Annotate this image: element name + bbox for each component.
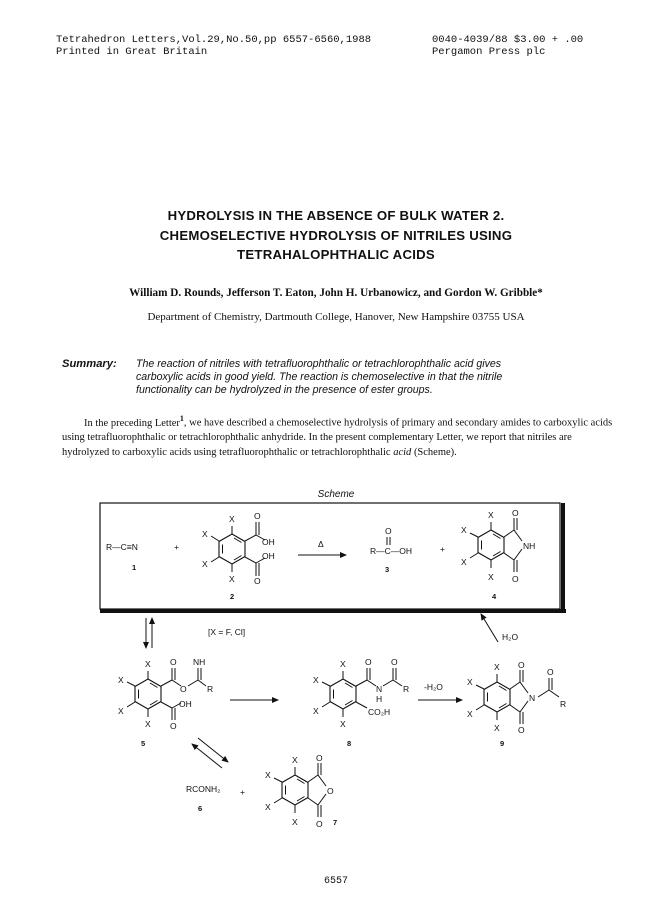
- compound-number-7: 7: [333, 818, 338, 827]
- title-line-1: HYDROLYSIS IN THE ABSENCE OF BULK WATER 2.: [167, 208, 505, 223]
- label-x: X: [313, 675, 319, 685]
- label-x: X: [229, 574, 235, 584]
- label-o: O: [385, 526, 392, 536]
- label-x: X: [292, 755, 298, 765]
- scheme-label: Scheme: [317, 489, 355, 500]
- author-list: William D. Rounds, Jefferson T. Eaton, John H. Urbanowicz, and Gordon W. Gribble*: [129, 287, 543, 299]
- nitrile-formula: R—C≡N: [106, 542, 138, 552]
- label-x: X: [340, 659, 346, 669]
- compound-2-structure: [211, 522, 265, 576]
- price-code: 0040-4039/88 $3.00 + .00: [432, 34, 584, 46]
- summary-text: The reaction of nitriles with tetrafluorophthalic or tetrachlorophthalic acid gives carboxylic acids in good yield. The reaction is chemoselective in that the nitrile functionality can be hydrolyzed in the presence of ester groups.: [136, 358, 503, 396]
- label-h: H: [376, 694, 383, 704]
- publisher: Pergamon Press plc: [432, 46, 546, 58]
- label-o: O: [170, 657, 177, 667]
- label-nh: NH: [193, 657, 206, 667]
- label-o: O: [254, 511, 261, 521]
- label-o: O: [327, 786, 334, 796]
- compound-number-8: 8: [347, 739, 352, 748]
- label-o: O: [391, 657, 398, 667]
- label-x: X: [265, 770, 271, 780]
- compound-number-3: 3: [385, 565, 390, 574]
- label-x: X: [145, 719, 151, 729]
- label-n: N: [529, 693, 536, 703]
- compound-number-2: 2: [230, 592, 235, 601]
- page-number: 6557: [323, 876, 348, 887]
- label-o: O: [512, 574, 519, 584]
- title-line-3: TETRAHALOPHTHALIC ACIDS: [237, 247, 435, 262]
- affiliation: Department of Chemistry, Dartmouth College, Hanover, New Hampshire 03755 USA: [147, 311, 525, 323]
- label-n: N: [376, 684, 383, 694]
- label-o: O: [180, 684, 187, 694]
- compound-number-1: 1: [132, 563, 137, 572]
- amide-formula: RCONH₂: [186, 784, 221, 794]
- label-co2h: CO₂H: [368, 707, 391, 717]
- heat-symbol: Δ: [318, 539, 324, 549]
- label-x: X: [313, 706, 319, 716]
- label-x: X: [265, 802, 271, 812]
- label-x: X: [202, 559, 208, 569]
- compound-5-structure: [127, 668, 206, 720]
- compound-7-structure: [274, 763, 326, 817]
- summary-label: Summary:: [62, 358, 117, 370]
- body-text-end: (Scheme).: [411, 446, 457, 458]
- halogen-definition: [X = F, Cl]: [208, 627, 246, 637]
- compound-9-structure: [476, 670, 559, 724]
- printed-location: Printed in Great Britain: [56, 46, 208, 58]
- label-oh: OH: [179, 699, 192, 709]
- label-o: O: [316, 819, 323, 829]
- label-x: X: [292, 817, 298, 827]
- label-x: X: [494, 662, 500, 672]
- label-x: X: [461, 525, 467, 535]
- label-o: O: [512, 508, 519, 518]
- minus-water-label: -H₂O: [424, 682, 443, 692]
- label-x: X: [118, 706, 124, 716]
- equilibrium-arrow-forward: [198, 738, 228, 762]
- hydrolysis-arrow: [481, 614, 498, 642]
- label-r: R: [207, 684, 214, 694]
- label-x: X: [494, 723, 500, 733]
- equilibrium-arrow-back: [192, 744, 222, 768]
- water-label: H₂O: [502, 632, 519, 642]
- label-nh: NH: [523, 541, 536, 551]
- label-x: X: [118, 675, 124, 685]
- label-r: R: [403, 684, 410, 694]
- compound-number-4: 4: [492, 592, 497, 601]
- compound-number-6: 6: [198, 804, 203, 813]
- label-o: O: [316, 753, 323, 763]
- label-x: X: [202, 529, 208, 539]
- body-emphasis: acid: [393, 446, 412, 458]
- label-x: X: [145, 659, 151, 669]
- compound-number-5: 5: [141, 739, 146, 748]
- plus-sign: +: [240, 787, 245, 797]
- label-x: X: [467, 677, 473, 687]
- label-o: O: [365, 657, 372, 667]
- title-line-2: CHEMOSELECTIVE HYDROLYSIS OF NITRILES USING: [159, 227, 513, 243]
- carboxylic-acid-formula: R—C—OH: [370, 546, 413, 556]
- label-o: O: [254, 576, 261, 586]
- label-o: O: [518, 725, 525, 735]
- plus-sign: +: [174, 542, 179, 552]
- reference-marker: 1: [179, 414, 184, 423]
- label-x: X: [488, 572, 494, 582]
- plus-sign: +: [440, 544, 445, 554]
- journal-citation: Tetrahedron Letters,Vol.29,No.50,pp 6557-6560,1988: [56, 34, 372, 46]
- label-x: X: [340, 719, 346, 729]
- label-oh: OH: [262, 537, 275, 547]
- compound-4-structure: [470, 518, 522, 572]
- label-x: X: [461, 557, 467, 567]
- label-x: X: [488, 510, 494, 520]
- label-o: O: [547, 667, 554, 677]
- label-x: X: [467, 709, 473, 719]
- label-oh: OH: [262, 551, 275, 561]
- label-r: R: [560, 699, 567, 709]
- label-o: O: [170, 721, 177, 731]
- compound-number-9: 9: [500, 739, 505, 748]
- body-text-middle: , we have described a chemoselective hydrolysis of primary and secondary amides to carboxylic acids using tetrafluorophthalic or tetrachlorophthalic anhydride. In the present complementary Letter, we report that nitriles are hydrolyzed to carboxylic acids using tetrafluorophthalic or tetrachlorophthalic: [62, 417, 613, 458]
- body-text-start: In the preceding Letter: [84, 417, 180, 429]
- label-x: X: [229, 514, 235, 524]
- label-o: O: [518, 660, 525, 670]
